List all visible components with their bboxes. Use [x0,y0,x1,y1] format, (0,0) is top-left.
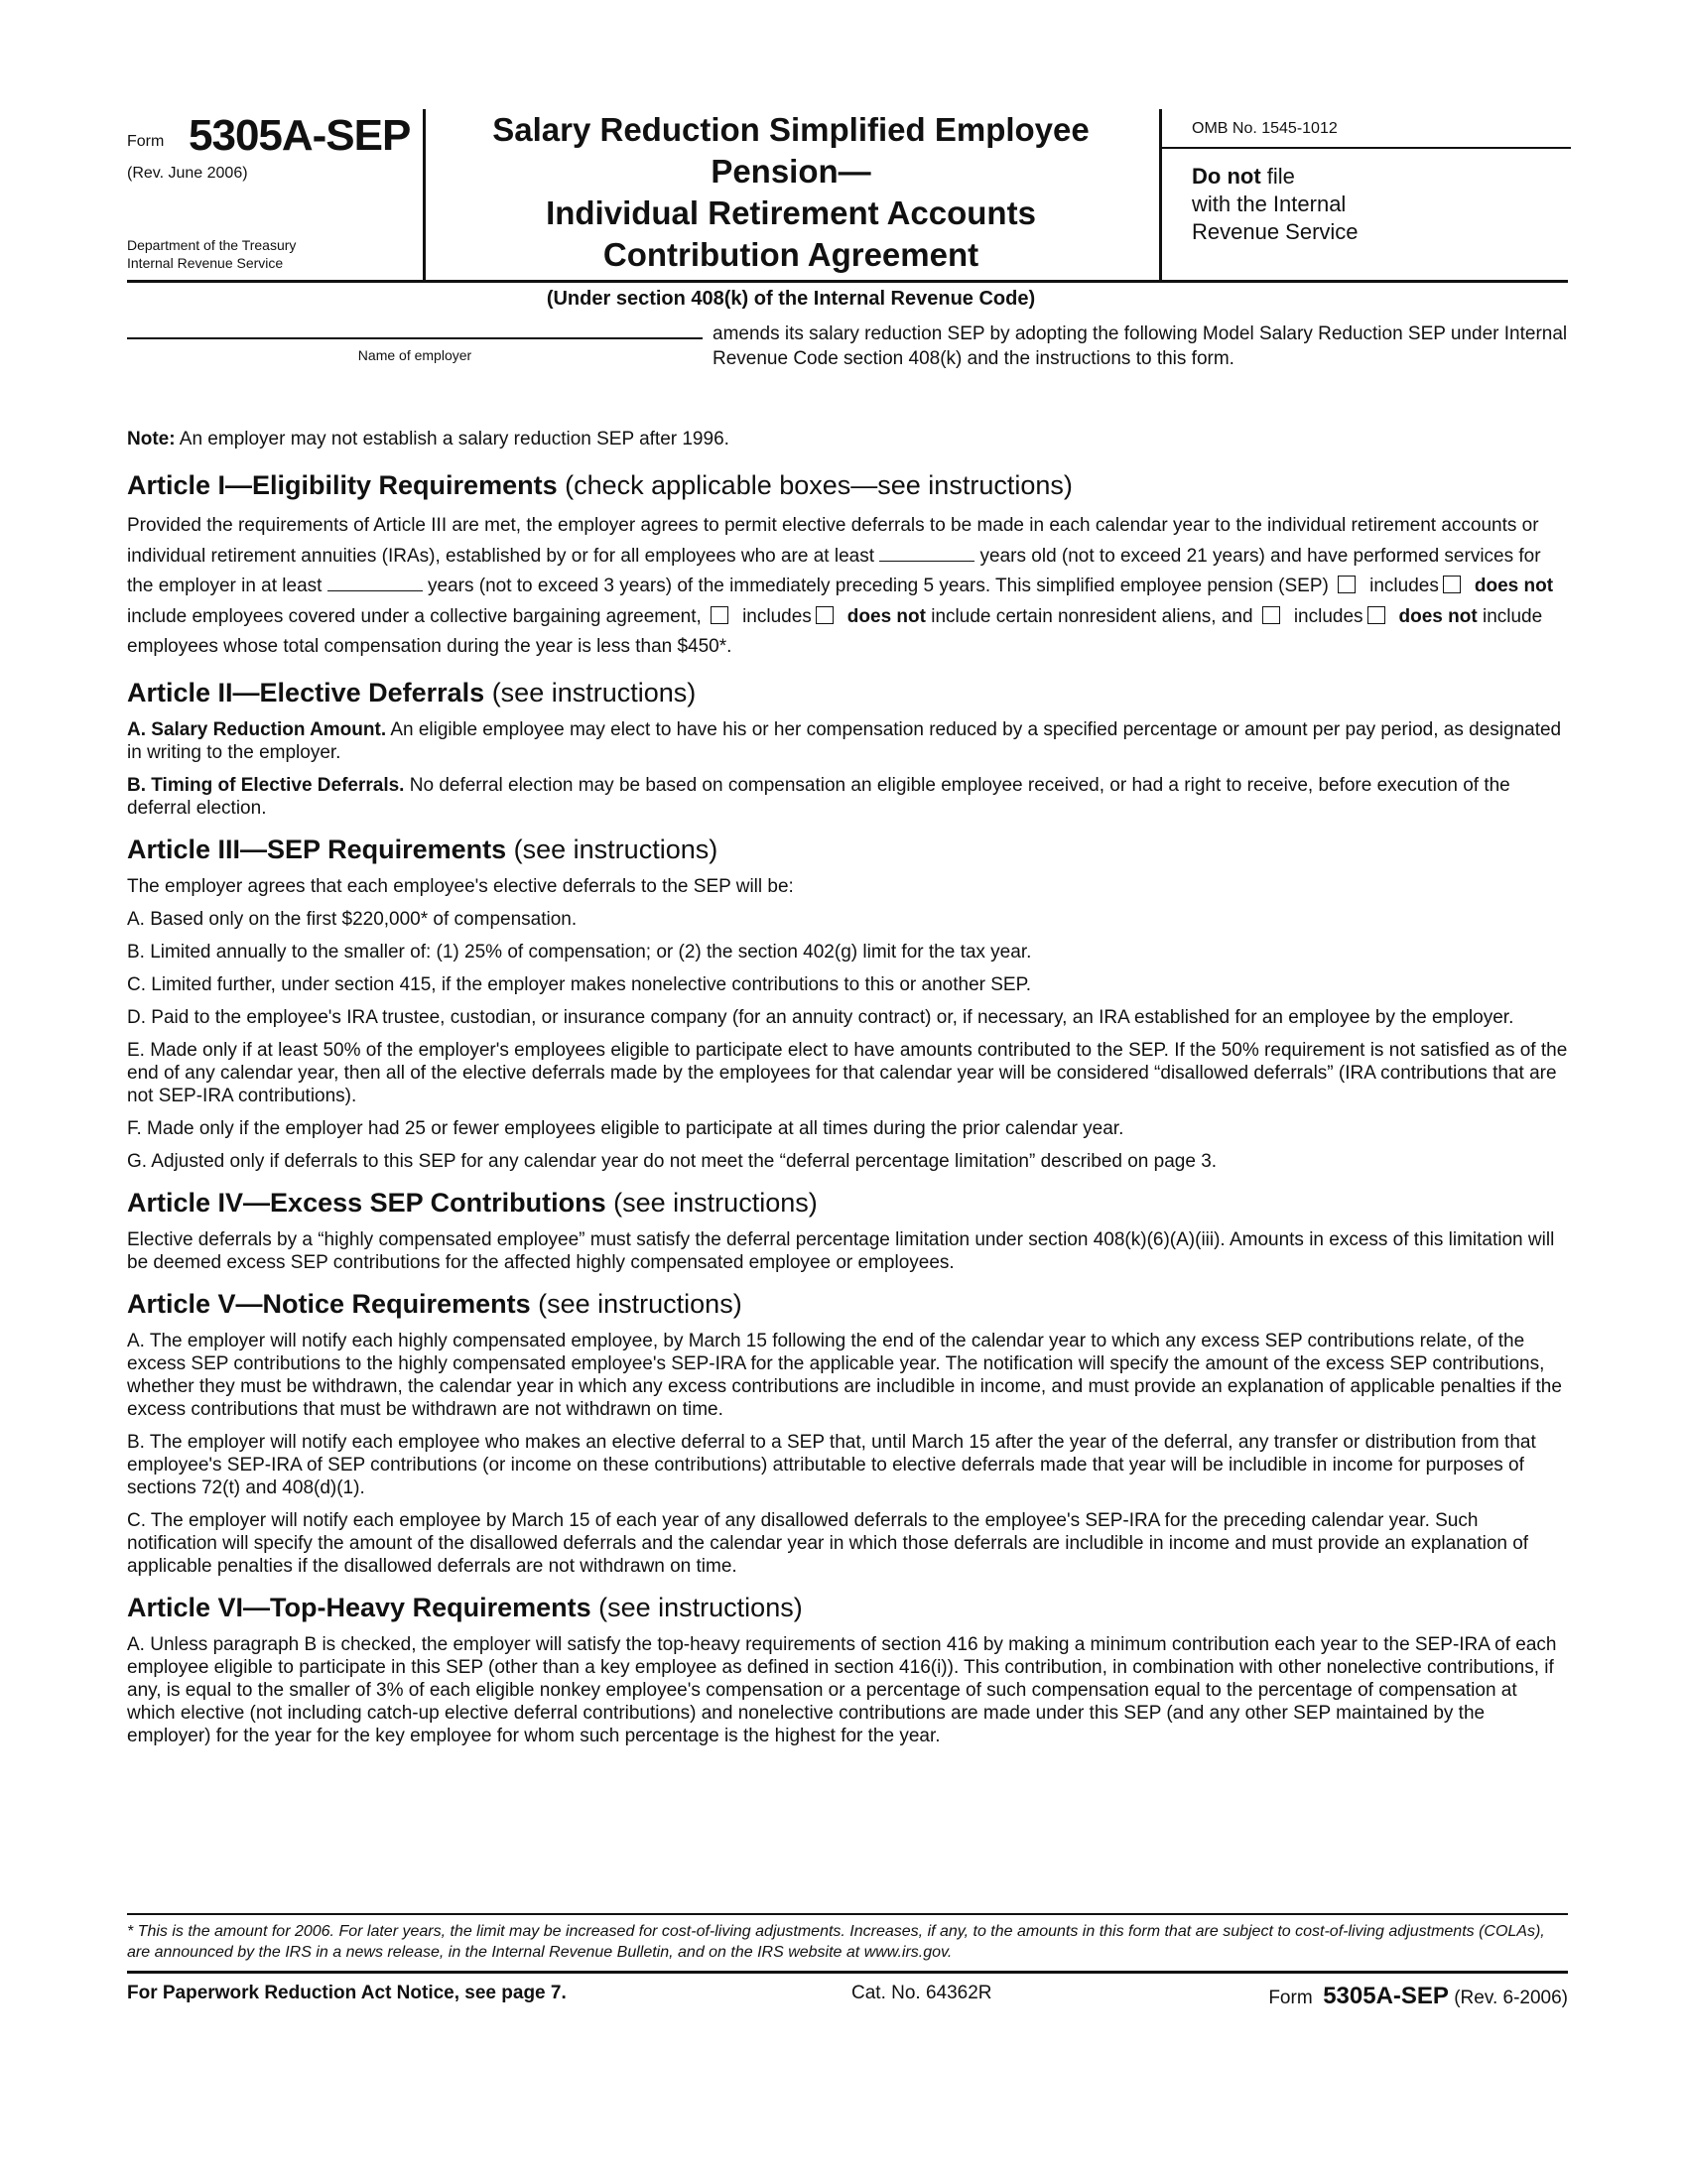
note-text: An employer may not establish a salary reduction SEP after 1996. [175,429,729,450]
do-not-file-notice [1192,163,1359,246]
article3-text [127,875,1568,1173]
article6-text [127,1633,1568,1747]
article2-title: Article II—Elective Deferrals [127,677,485,707]
article1-p6: include employees whose total compensation during the year is less than $450*. [127,605,1543,657]
article2-a [127,718,1568,764]
article1-p1: Provided the requirements of Article III are met, the employer agrees to permit elective deferrals to be made in each calendar year to the individual retirement accounts or individual retirement annuities (IRAs), established by or for all employees who are at least [127,515,1539,567]
article2-a-label: A. Salary Reduction Amount. [127,718,387,740]
article6-title: Article VI—Top-Heavy Requirements [127,1592,591,1622]
title-line2: Individual Retirement Accounts [546,194,1036,231]
footer-form-number: 5305A-SEP [1323,1983,1449,2009]
includes-label: includes [1369,576,1439,596]
article6-heading [127,1592,1568,1623]
amends-text: amends its salary reduction SEP by adopting the following Model Salary Reduction SEP under Internal Revenue Code section 408(k) and the instructions to this form. [713,323,1568,369]
form-body [127,427,1568,1757]
do-not-line2: with the Internal [1192,192,1347,216]
includes-label: includes [1293,605,1363,627]
article5-text [127,1330,1568,1578]
age-blank[interactable] [879,543,974,562]
footer-revision: (Rev. 6-2006) [1454,1988,1568,2008]
employer-name-label: Name of employer [357,347,472,363]
article2-b [127,774,1568,820]
paperwork-notice: For Paperwork Reduction Act Notice, see page 7. [127,1983,567,2003]
omb-block [1159,109,1571,280]
article3-g: G. Adjusted only if deferrals to this SEP for any calendar year do not meet the “deferral percentage limitation” described on page 3. [127,1150,1218,1172]
title-line1: Salary Reduction Simplified Employee Pension— [492,111,1090,190]
aliens-does-not-checkbox[interactable] [816,606,834,624]
article5-subtitle: (see instructions) [530,1288,742,1319]
article3-c: C. Limited further, under section 415, if the employer makes nonelective contributions to this or another SEP. [127,973,1032,995]
aliens-includes-checkbox[interactable] [711,606,728,624]
comp-includes-checkbox[interactable] [1262,606,1280,624]
do-not-bold: Do not [1192,164,1261,189]
includes-label: includes [742,605,812,627]
article3-intro: The employer agrees that each employee's elective deferrals to the SEP will be: [127,875,794,897]
form-title-block [426,109,1156,310]
article4-heading [127,1187,1568,1219]
article1-p3: years (not to exceed 3 years) of the immediately preceding 5 years. This simplified employee pension (SEP) [422,576,1335,596]
catalog-number: Cat. No. 64362R [851,1983,992,2003]
union-includes-checkbox[interactable] [1338,576,1356,593]
form-header [127,109,1568,310]
omb-number: OMB No. 1545-1012 [1162,109,1571,149]
article3-a: A. Based only on the first $220,000* of compensation. [127,908,578,930]
article5-a: A. The employer will notify each highly compensated employee, by March 15 following the end of the calendar year to which any excess SEP contributions relate, of the excess SEP contributions to the highly compensated employee's SEP-IRA for the applicable year. The notification will specify the amount of the excess SEP contributions, whether they must be withdrawn, the calendar year in which any excess contributions are includible in income, and must provide an explanation of applicable penalties if the excess contributions that must be withdrawn are not withdrawn on time. [127,1330,1562,1420]
title-line3: Contribution Agreement [602,236,979,273]
article2-a-text: An eligible employee may elect to have his or her compensation reduced by a specified percentage or amount per pay period, as designated in writing to the employer. [127,718,1562,763]
article1-heading [127,469,1568,501]
article2-heading [127,677,1568,708]
article3-e: E. Made only if at least 50% of the employer's employees eligible to participate elect to have amounts contributed to the SEP. If the 50% requirement is not satisfied as of the end of any calendar year, then all of the elective deferrals made by the employees for that calendar year will be considered “disallowed deferrals” (IRA contributions that are not SEP-IRA contributions). [127,1039,1568,1106]
footer-divider [127,1971,1568,1974]
footnote: * This is the amount for 2006. For later years, the limit may be increased for cost-of-living adjustments. Increases, if any, to the amounts in this form that are subject to cost-of-living adjustments (COLAs), are announced by the IRS in a news release, in the Internal Revenue Bulletin, and on the IRS website at www.irs.gov. [127,1923,1545,1961]
article3-subtitle: (see instructions) [506,834,718,864]
article3-title: Article III—SEP Requirements [127,834,507,864]
does-not-label: does not [1398,605,1478,627]
article4-body: Elective deferrals by a “highly compensated employee” must satisfy the deferral percentage limitation under section 408(k)(6)(A)(iii). Amounts in excess of this limitation will be deemed excess SEP contributions for the affected highly compensated employee or employees. [127,1228,1555,1273]
form-page [127,109,1568,2009]
footer-form-ref [1268,1983,1568,2010]
form-word: Form [127,133,165,150]
form-title [426,109,1156,276]
form-revision: (Rev. June 2006) [127,165,248,182]
article1-p5: include certain nonresident aliens, and [925,605,1258,627]
form-number: 5305A-SEP [189,111,411,160]
union-does-not-checkbox[interactable] [1443,576,1461,593]
does-not-label: does not [1474,576,1554,596]
article6-a: A. Unless paragraph B is checked, the employer will satisfy the top-heavy requirements of section 416 by making a minimum contribution each year to the SEP-IRA of each employee eligible to participate in this SEP (other than a key employee as defined in section 416(i)). This contribution, in combination with other nonelective contributions, if any, is equal to the smaller of 3% of each eligible nonkey employee's compensation or a percentage of such compensation equal to the percentage of compensation at which elective (not including catch-up elective deferral contributions) and nonelective contributions are made under this SEP (and any other SEP maintained by the employer) for the year for the key employee for whom such percentage is the highest for the year. [127,1633,1557,1746]
dept-line1: Department of the Treasury [127,237,297,253]
article1-title: Article I—Eligibility Requirements [127,470,558,500]
form-id-block [127,109,426,280]
do-not-rest: file [1260,164,1295,189]
article3-b: B. Limited annually to the smaller of: (1) 25% of compensation; or (2) the section 402(g) limit for the tax year. [127,941,1032,963]
article5-title: Article V—Notice Requirements [127,1288,531,1319]
does-not-label: does not [846,605,926,627]
article5-c: C. The employer will notify each employee by March 15 of each year of any disallowed deferrals to the employee's SEP-IRA for the preceding calendar year. Such notification will specify the amount of the disallowed deferrals and the calendar year in which those deferrals are includible in income and must provide an explanation of applicable penalties if the disallowed deferrals are not withdrawn on time. [127,1509,1529,1577]
article2-subtitle: (see instructions) [484,677,697,707]
years-blank[interactable] [327,573,423,591]
article5-heading [127,1288,1568,1320]
article1-text [127,511,1568,663]
form-subtitle: (Under section 408(k) of the Internal Revenue Code) [546,288,1036,310]
article3-heading [127,834,1568,865]
employer-name-field[interactable] [127,337,703,339]
footer-form-word: Form [1268,1988,1313,2008]
do-not-line3: Revenue Service [1192,219,1359,244]
article4-subtitle: (see instructions) [605,1187,818,1218]
dept-line2: Internal Revenue Service [127,255,284,271]
footnote-divider [127,1913,1568,1915]
article3-d: D. Paid to the employee's IRA trustee, custodian, or insurance company (for an annuity contract) or, if necessary, an IRA established for an employee by the employer. [127,1006,1514,1028]
comp-does-not-checkbox[interactable] [1367,606,1385,624]
article4-text [127,1228,1568,1274]
article2-b-label: B. Timing of Elective Deferrals. [127,774,405,796]
article2-b-text: No deferral election may be based on compensation an eligible employee received, or had a right to receive, before execution of the deferral election. [127,774,1510,819]
article2-text [127,718,1568,820]
article1-subtitle: (check applicable boxes—see instructions) [557,470,1073,500]
note [127,427,1568,451]
article6-subtitle: (see instructions) [590,1592,803,1622]
note-label: Note: [127,429,176,450]
department [127,236,296,272]
article5-b: B. The employer will notify each employee who makes an elective deferral to a SEP that, until March 15 after the year of the deferral, any transfer or distribution from that employee's SEP-IRA of SEP contributions (or income on these contributions) attributable to elective deferrals made that year will be includible in income for purposes of sections 72(t) and 408(d)(1). [127,1431,1536,1498]
article4-title: Article IV—Excess SEP Contributions [127,1187,606,1218]
article3-f: F. Made only if the employer had 25 or fewer employees eligible to participate at all times during the prior calendar year. [127,1117,1124,1139]
article1-p2: years old (not to exceed 21 years) and have performed services for the employer in at least [127,545,1541,596]
article1-p4: include employees covered under a collective bargaining agreement, [127,605,708,627]
